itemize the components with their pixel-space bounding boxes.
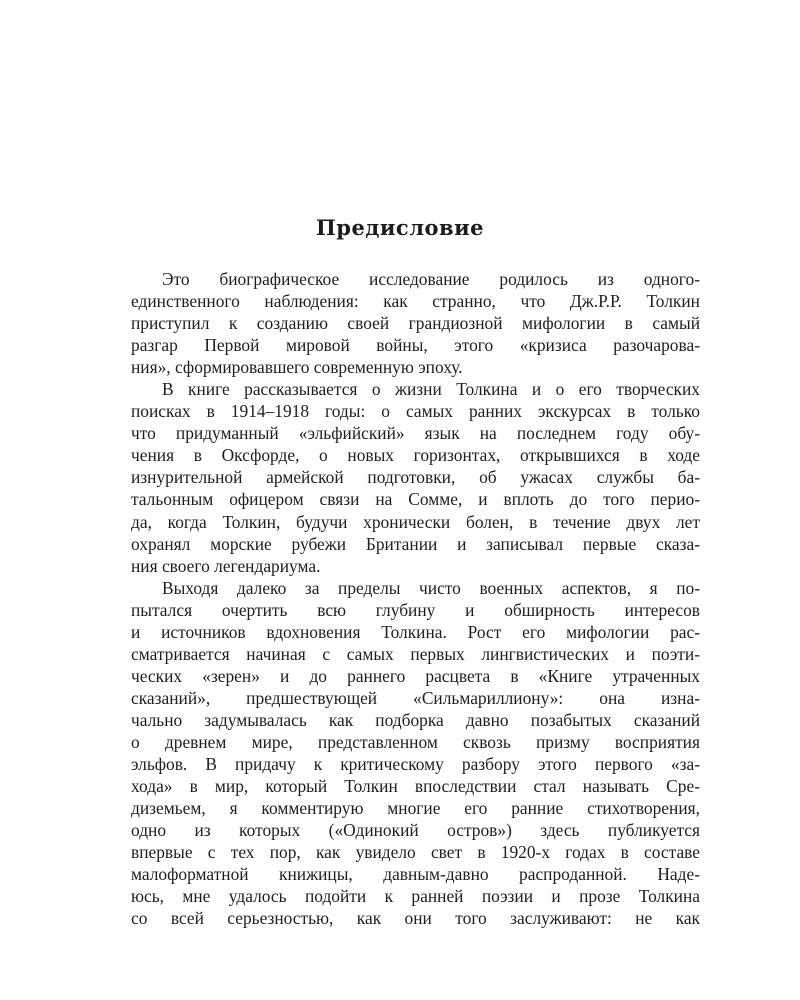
text-line: единственного наблюдения: как странно, что Дж.Р.Р. Толкин (131, 291, 700, 312)
page-title: Предисловие (315, 215, 485, 240)
text-line: В книге рассказывается о жизни Толкина и о его творческих (162, 379, 700, 400)
text-line: эльфов. В придачу к критическому разбору этого первого «за- (131, 754, 700, 775)
text-line: Это биографическое исследование родилось из одного- (162, 269, 700, 289)
text-line: хода» в мир, который Толкин впоследствии стал называть Сре- (131, 776, 700, 797)
text-line: тальонным офицером связи на Сомме, и вплоть до того перио- (131, 489, 700, 510)
text-line: впервые с тех пор, как увидело свет в 1920-х годах в составе (131, 842, 700, 863)
text-line: приступил к созданию своей грандиозной мифологии в самый (131, 313, 700, 334)
text-line: что придуманный «эльфийский» язык на последнем году обу- (131, 423, 700, 444)
text-line: со всей серьезностью, как они того заслуживают: не как (131, 908, 700, 929)
text-line: малоформатной книжицы, давным-давно распроданной. Наде- (131, 864, 700, 885)
text-line: пытался очертить всю глубину и обширность интересов (131, 599, 700, 620)
text-line: чально задумывалась как подборка давно позабытых сказаний (131, 709, 700, 730)
text-line: чения в Оксфорде, о новых горизонтах, открывшихся в ходе (131, 445, 700, 466)
text-line: и источников вдохновения Толкина. Рост его мифологии рас- (131, 621, 700, 642)
text-line: одно из которых («Одинокий остров») здесь публикуется (131, 820, 700, 841)
text-line: ния своего легендариума. (131, 555, 321, 576)
text-line: поисках в 1914–1918 годы: о самых ранних экскурсах в только (131, 401, 700, 422)
text-line: Выходя далеко за пределы чисто военных аспектов, я по- (162, 577, 700, 598)
text-line: да, когда Толкин, будучи хронически болен, в течение двух лет (131, 511, 700, 532)
text-line: ческих «зерен» и до раннего расцвета в «Книге утраченных (131, 665, 700, 686)
text-line: ния», сформировавшего современную эпоху. (131, 357, 463, 378)
text-line: о древнем мире, представленном сквозь призму восприятия (131, 731, 700, 752)
text-line: юсь, мне удалось подойти к ранней поэзии и прозе Толкина (131, 886, 700, 907)
body-text (131, 268, 700, 929)
text-line: изнурительной армейской подготовки, об ужасах службы ба- (131, 467, 700, 488)
text-line: разгар Первой мировой войны, этого «кризиса разочарова- (131, 335, 700, 356)
text-line: сматривается начиная с самых первых лингвистических и поэти- (131, 643, 700, 664)
text-line: диземьем, я комментирую многие его ранние стихотворения, (131, 798, 700, 819)
text-line: сказаний», предшествующей «Сильмариллиону»: она изна- (131, 687, 700, 708)
text-line: охранял морские рубежи Британии и записывал первые сказа- (131, 533, 700, 554)
